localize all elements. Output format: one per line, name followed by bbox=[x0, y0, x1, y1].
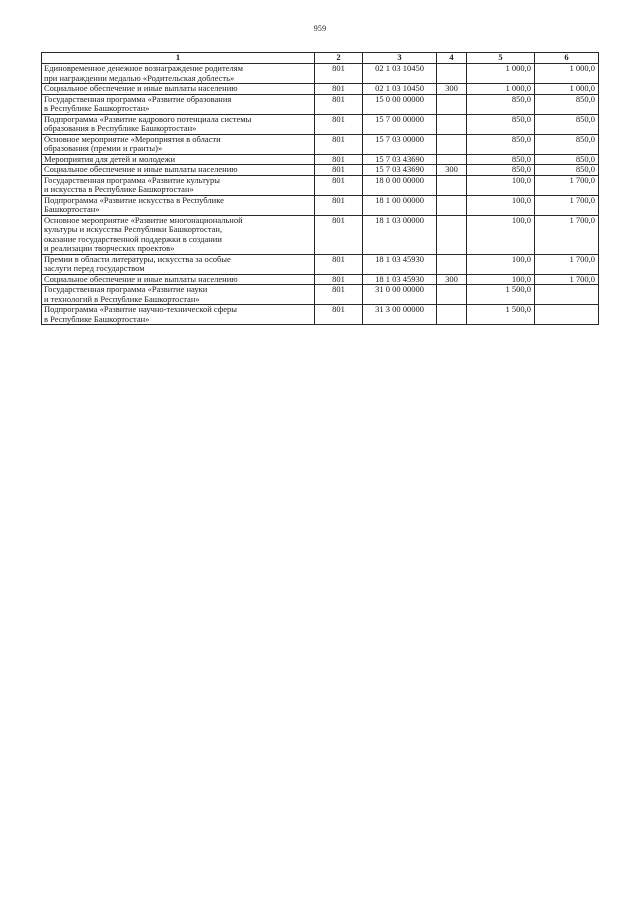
row-ministry-code: 801 bbox=[315, 305, 363, 325]
row-amount-col6: 1 700,0 bbox=[535, 215, 599, 254]
table-row bbox=[42, 64, 599, 84]
budget-table bbox=[41, 52, 599, 325]
row-expense-kind bbox=[437, 154, 467, 165]
row-target-code: 15 7 00 00000 bbox=[363, 114, 437, 134]
table-row bbox=[42, 215, 599, 254]
row-expense-kind: 300 bbox=[437, 165, 467, 176]
row-ministry-code: 801 bbox=[315, 215, 363, 254]
row-expense-kind bbox=[437, 285, 467, 305]
row-ministry-code: 801 bbox=[315, 134, 363, 154]
row-amount-col6: 1 000,0 bbox=[535, 84, 599, 95]
row-amount-col5: 850,0 bbox=[467, 114, 535, 134]
row-name: Государственная программа «Развитие образования в Республике Башкортостан» bbox=[42, 94, 315, 114]
table-row bbox=[42, 84, 599, 95]
row-amount-col5: 850,0 bbox=[467, 154, 535, 165]
row-expense-kind bbox=[437, 175, 467, 195]
row-expense-kind bbox=[437, 195, 467, 215]
row-amount-col6: 1 700,0 bbox=[535, 195, 599, 215]
row-expense-kind bbox=[437, 305, 467, 325]
row-amount-col5: 850,0 bbox=[467, 134, 535, 154]
row-name: Мероприятия для детей и молодежи bbox=[42, 154, 315, 165]
row-ministry-code: 801 bbox=[315, 195, 363, 215]
table-row bbox=[42, 285, 599, 305]
row-target-code: 31 3 00 00000 bbox=[363, 305, 437, 325]
table-header bbox=[42, 53, 599, 64]
row-amount-col6: 850,0 bbox=[535, 154, 599, 165]
row-expense-kind: 300 bbox=[437, 84, 467, 95]
row-name: Основное мероприятие «Развитие многонациональной культуры и искусства Республики Башкортостан, оказание государственной поддержки в создании и реализации творческих проектов» bbox=[42, 215, 315, 254]
row-amount-col5: 100,0 bbox=[467, 254, 535, 274]
header-row bbox=[42, 53, 599, 64]
row-ministry-code: 801 bbox=[315, 285, 363, 305]
row-ministry-code: 801 bbox=[315, 165, 363, 176]
table-row bbox=[42, 94, 599, 114]
table-row bbox=[42, 154, 599, 165]
row-amount-col6: 1 000,0 bbox=[535, 64, 599, 84]
row-ministry-code: 801 bbox=[315, 94, 363, 114]
row-target-code: 15 7 03 43690 bbox=[363, 154, 437, 165]
row-amount-col6: 850,0 bbox=[535, 94, 599, 114]
table-row bbox=[42, 114, 599, 134]
row-amount-col6: 1 700,0 bbox=[535, 274, 599, 285]
header-col-5: 5 bbox=[467, 53, 535, 64]
row-target-code: 15 7 03 43690 bbox=[363, 165, 437, 176]
table-row bbox=[42, 175, 599, 195]
row-amount-col5: 850,0 bbox=[467, 165, 535, 176]
row-name: Подпрограмма «Развитие кадрового потенциала системы образования в Республике Башкортостан» bbox=[42, 114, 315, 134]
row-name: Основное мероприятие «Мероприятия в области образования (премии и гранты)» bbox=[42, 134, 315, 154]
row-target-code: 02 1 03 10450 bbox=[363, 64, 437, 84]
page-number: 959 bbox=[313, 24, 327, 33]
table-row bbox=[42, 254, 599, 274]
row-name: Единовременное денежное вознаграждение родителям при награждении медалью «Родительская доблесть» bbox=[42, 64, 315, 84]
row-amount-col5: 850,0 bbox=[467, 94, 535, 114]
row-target-code: 18 1 03 00000 bbox=[363, 215, 437, 254]
row-amount-col5: 100,0 bbox=[467, 175, 535, 195]
row-amount-col6: 1 700,0 bbox=[535, 254, 599, 274]
header-col-2: 2 bbox=[315, 53, 363, 64]
table-row bbox=[42, 305, 599, 325]
row-expense-kind bbox=[437, 254, 467, 274]
row-amount-col5: 1 000,0 bbox=[467, 84, 535, 95]
row-amount-col5: 1 500,0 bbox=[467, 285, 535, 305]
row-ministry-code: 801 bbox=[315, 114, 363, 134]
row-name: Социальное обеспечение и иные выплаты населению bbox=[42, 84, 315, 95]
row-expense-kind: 300 bbox=[437, 274, 467, 285]
row-amount-col6 bbox=[535, 285, 599, 305]
row-expense-kind bbox=[437, 215, 467, 254]
row-name: Социальное обеспечение и иные выплаты населению bbox=[42, 274, 315, 285]
row-amount-col5: 1 500,0 bbox=[467, 305, 535, 325]
row-amount-col6 bbox=[535, 305, 599, 325]
row-target-code: 18 0 00 00000 bbox=[363, 175, 437, 195]
row-ministry-code: 801 bbox=[315, 84, 363, 95]
row-target-code: 15 0 00 00000 bbox=[363, 94, 437, 114]
row-ministry-code: 801 bbox=[315, 274, 363, 285]
row-name: Подпрограмма «Развитие научно-технической сферы в Республике Башкортостан» bbox=[42, 305, 315, 325]
row-name: Премии в области литературы, искусства за особые заслуги перед государством bbox=[42, 254, 315, 274]
row-target-code: 18 1 03 45930 bbox=[363, 274, 437, 285]
row-name: Подпрограмма «Развитие искусства в Республике Башкортостан» bbox=[42, 195, 315, 215]
row-amount-col6: 850,0 bbox=[535, 134, 599, 154]
header-col-6: 6 bbox=[535, 53, 599, 64]
row-name: Государственная программа «Развитие науки и технологий в Республике Башкортостан» bbox=[42, 285, 315, 305]
table-row bbox=[42, 274, 599, 285]
row-amount-col5: 100,0 bbox=[467, 274, 535, 285]
header-col-1: 1 bbox=[42, 53, 315, 64]
row-name: Социальное обеспечение и иные выплаты населению bbox=[42, 165, 315, 176]
header-col-4: 4 bbox=[437, 53, 467, 64]
row-expense-kind bbox=[437, 134, 467, 154]
row-ministry-code: 801 bbox=[315, 254, 363, 274]
table-body bbox=[42, 64, 599, 325]
row-ministry-code: 801 bbox=[315, 175, 363, 195]
row-ministry-code: 801 bbox=[315, 64, 363, 84]
row-amount-col5: 1 000,0 bbox=[467, 64, 535, 84]
row-target-code: 18 1 00 00000 bbox=[363, 195, 437, 215]
row-amount-col5: 100,0 bbox=[467, 195, 535, 215]
row-amount-col6: 1 700,0 bbox=[535, 175, 599, 195]
header-col-3: 3 bbox=[363, 53, 437, 64]
table-row bbox=[42, 134, 599, 154]
row-expense-kind bbox=[437, 64, 467, 84]
row-target-code: 15 7 03 00000 bbox=[363, 134, 437, 154]
row-target-code: 02 1 03 10450 bbox=[363, 84, 437, 95]
row-ministry-code: 801 bbox=[315, 154, 363, 165]
table-row bbox=[42, 165, 599, 176]
row-target-code: 18 1 03 45930 bbox=[363, 254, 437, 274]
row-amount-col6: 850,0 bbox=[535, 165, 599, 176]
row-amount-col6: 850,0 bbox=[535, 114, 599, 134]
table-row bbox=[42, 195, 599, 215]
row-target-code: 31 0 00 00000 bbox=[363, 285, 437, 305]
row-expense-kind bbox=[437, 114, 467, 134]
row-name: Государственная программа «Развитие культуры и искусства в Республике Башкортостан» bbox=[42, 175, 315, 195]
row-amount-col5: 100,0 bbox=[467, 215, 535, 254]
row-expense-kind bbox=[437, 94, 467, 114]
